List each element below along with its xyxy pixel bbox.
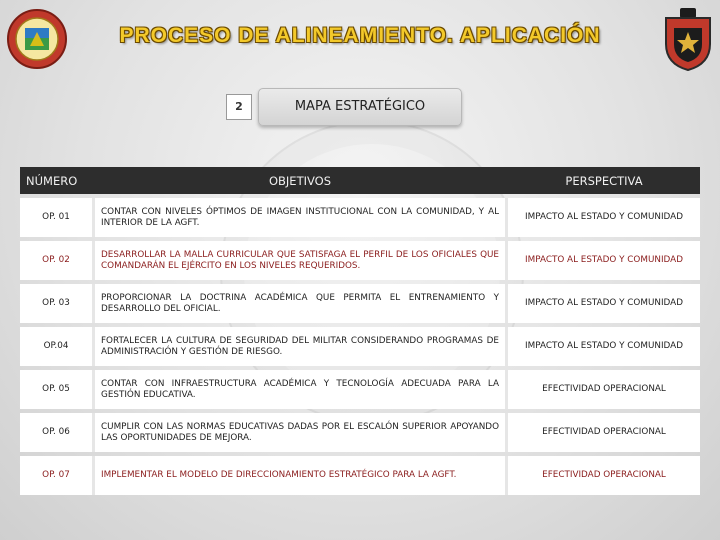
- section-label: MAPA ESTRATÉGICO: [258, 88, 462, 126]
- objective-code: OP. 05: [20, 370, 92, 409]
- table-row: [20, 370, 700, 409]
- objective-code: OP. 01: [20, 198, 92, 237]
- column-header-objectives: OBJETIVOS: [92, 167, 508, 194]
- column-header-perspective: PERSPECTIVA: [508, 167, 700, 194]
- objective-code: OP. 07: [20, 456, 92, 495]
- step-number: 2: [226, 94, 252, 120]
- table-row: [20, 284, 700, 323]
- table-row: [20, 198, 700, 237]
- objective-text: FORTALECER LA CULTURA DE SEGURIDAD DEL MILITAR CONSIDERANDO PROGRAMAS DE ADMINISTRACIÓN Y GESTIÓN DE RIESGO.: [92, 327, 508, 366]
- objective-perspective: EFECTIVIDAD OPERACIONAL: [508, 413, 700, 452]
- objective-perspective: EFECTIVIDAD OPERACIONAL: [508, 370, 700, 409]
- objective-perspective: IMPACTO AL ESTADO Y COMUNIDAD: [508, 198, 700, 237]
- objective-code: OP.04: [20, 327, 92, 366]
- objectives-table: [20, 163, 700, 499]
- table-row: [20, 327, 700, 366]
- objective-perspective: IMPACTO AL ESTADO Y COMUNIDAD: [508, 284, 700, 323]
- objective-text: CONTAR CON INFRAESTRUCTURA ACADÉMICA Y TECNOLOGÍA ADECUADA PARA LA GESTIÓN EDUCATIVA.: [92, 370, 508, 409]
- objective-perspective: IMPACTO AL ESTADO Y COMUNIDAD: [508, 241, 700, 280]
- objective-text: IMPLEMENTAR EL MODELO DE DIRECCIONAMIENTO ESTRATÉGICO PARA LA AGFT.: [92, 456, 508, 495]
- table-row: [20, 456, 700, 495]
- objective-code: OP. 02: [20, 241, 92, 280]
- objective-perspective: EFECTIVIDAD OPERACIONAL: [508, 456, 700, 495]
- objective-text: PROPORCIONAR LA DOCTRINA ACADÉMICA QUE PERMITA EL ENTRENAMIENTO Y DESARROLLO DEL OFICIAL.: [92, 284, 508, 323]
- table-header-row: [20, 167, 700, 194]
- institution-crest-icon: [6, 8, 68, 70]
- objective-code: OP. 06: [20, 413, 92, 452]
- table-row: [20, 241, 700, 280]
- page-title: PROCESO DE ALINEAMIENTO. APLICACIÓN: [119, 24, 601, 47]
- objective-code: OP. 03: [20, 284, 92, 323]
- column-header-number: NÚMERO: [20, 167, 92, 194]
- objective-text: CONTAR CON NIVELES ÓPTIMOS DE IMAGEN INSTITUCIONAL CON LA COMUNIDAD, Y AL INTERIOR DE LA AGFT.: [92, 198, 508, 237]
- objective-perspective: IMPACTO AL ESTADO Y COMUNIDAD: [508, 327, 700, 366]
- objective-text: DESARROLLAR LA MALLA CURRICULAR QUE SATISFAGA EL PERFIL DE LOS OFICIALES QUE COMANDARÁN EL EJÉRCITO EN LOS NIVELES REQUERIDOS.: [92, 241, 508, 280]
- military-shield-icon: [662, 6, 714, 72]
- objective-text: CUMPLIR CON LAS NORMAS EDUCATIVAS DADAS POR EL ESCALÓN SUPERIOR APOYANDO LAS OPORTUNIDADES DE MEJORA.: [92, 413, 508, 452]
- table-row: [20, 413, 700, 452]
